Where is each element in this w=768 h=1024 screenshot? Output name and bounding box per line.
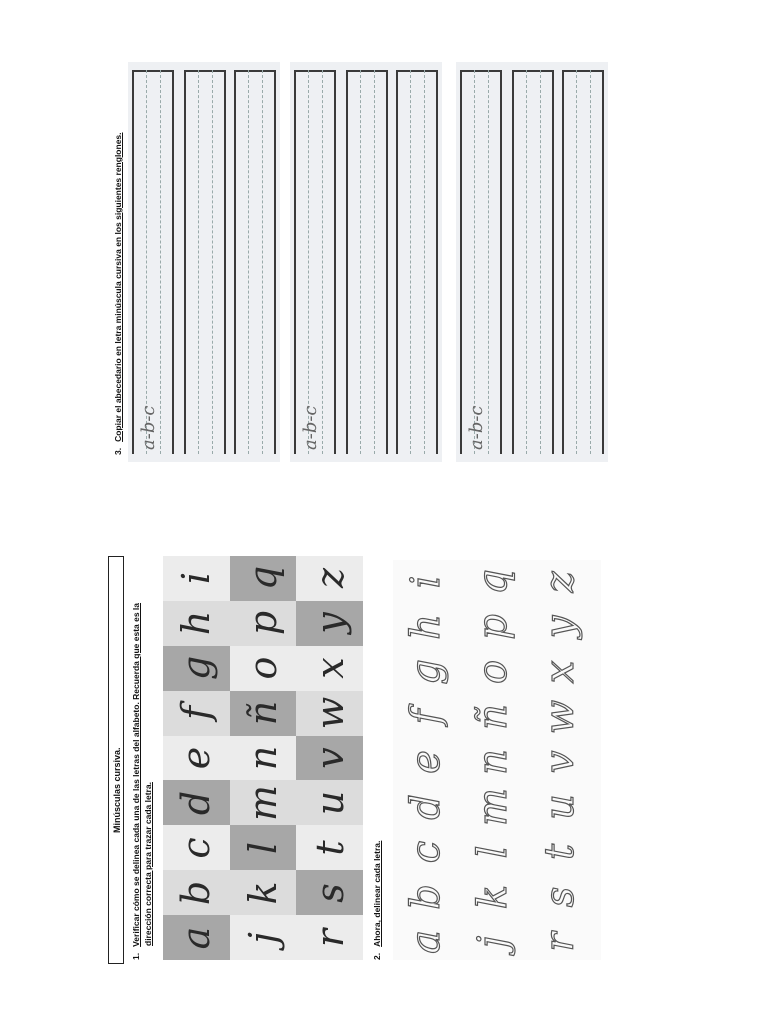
guide-letter-x <box>296 646 363 691</box>
letter-glyph: u <box>307 790 352 816</box>
trace-letter-ñ <box>460 695 527 740</box>
letter-glyph: j <box>469 935 516 948</box>
lined-panel-2 <box>290 62 442 462</box>
trace-letter-z <box>526 560 593 605</box>
trace-letter-j <box>460 919 527 964</box>
letter-glyph: t <box>536 843 583 860</box>
letter-glyph: f <box>403 709 450 725</box>
guide-letter-l <box>230 825 297 870</box>
letter-glyph: r <box>307 928 352 947</box>
guide-letter-f <box>163 691 230 736</box>
letter-glyph: f <box>174 706 219 721</box>
letter-glyph: v <box>307 747 352 769</box>
trace-letter-o <box>460 650 527 695</box>
guide-letter-s <box>296 870 363 915</box>
trace-letter-a <box>393 919 460 964</box>
trace-letter-b <box>393 874 460 919</box>
alphabet-guide-grid <box>163 556 363 960</box>
trace-letter-c <box>393 829 460 874</box>
instruction-1-text: Verificar cómo se delinea cada una de las letras del alfabeto. Recuerda que esta es la <box>131 602 141 947</box>
letter-glyph: w <box>536 699 583 735</box>
letter-glyph: k <box>240 881 285 905</box>
guide-letter-g <box>163 646 230 691</box>
title-box <box>108 556 124 964</box>
guide-letter-e <box>163 736 230 781</box>
letter-glyph: ñ <box>240 700 285 726</box>
writing-band[interactable] <box>346 70 388 454</box>
letter-glyph: s <box>536 886 583 907</box>
instruction-1-line-b: dirección correcta para trazar cada letra. <box>143 782 153 946</box>
trace-letter-i <box>393 560 460 605</box>
letter-glyph: m <box>469 787 516 826</box>
writing-band[interactable] <box>562 70 604 454</box>
guide-letter-n <box>230 736 297 781</box>
letter-glyph: h <box>403 614 450 641</box>
letter-glyph: z <box>307 568 352 589</box>
letter-glyph: m <box>240 784 285 821</box>
letter-glyph: j <box>240 931 285 944</box>
letter-glyph: a <box>174 926 219 949</box>
letter-glyph: l <box>240 841 285 854</box>
letter-glyph: q <box>469 569 516 596</box>
guide-letter-h <box>163 601 230 646</box>
letter-glyph: p <box>240 611 285 636</box>
guide-letter-d <box>163 780 230 825</box>
letter-glyph: n <box>240 745 285 771</box>
letter-glyph: p <box>469 614 516 641</box>
writing-band[interactable] <box>234 70 276 454</box>
instruction-1-line-a <box>131 603 141 960</box>
letter-glyph: g <box>403 659 450 686</box>
trace-letter-e <box>393 740 460 785</box>
letter-glyph: i <box>403 576 450 589</box>
trace-letter-u <box>526 784 593 829</box>
letter-glyph: c <box>403 840 450 863</box>
guide-letter-v <box>296 736 363 781</box>
trace-letter-w <box>526 695 593 740</box>
sample-text: a-b-c <box>300 405 321 450</box>
guide-letter-w <box>296 691 363 736</box>
guide-letter-p <box>230 601 297 646</box>
letter-glyph: n <box>469 749 516 775</box>
trace-letter-g <box>393 650 460 695</box>
letter-glyph: ñ <box>469 704 516 730</box>
writing-band[interactable] <box>184 70 226 454</box>
trace-letter-t <box>526 829 593 874</box>
guide-letter-t <box>296 825 363 870</box>
letter-glyph: d <box>403 794 450 820</box>
instruction-2-text: Ahora, delinear cada letra. <box>372 840 382 947</box>
guide-letter-k <box>230 870 297 915</box>
letter-glyph: y <box>536 616 583 639</box>
letter-glyph: q <box>240 566 285 591</box>
instruction-3-text: Copiar el abecedario en letra minúscula cursiva en los siguientes renglones. <box>113 132 123 442</box>
letter-glyph: t <box>307 840 352 856</box>
trace-letter-k <box>460 874 527 919</box>
lined-panel-1 <box>128 62 280 462</box>
letter-glyph: w <box>307 696 352 730</box>
trace-letter-m <box>460 784 527 829</box>
lined-panel-3 <box>456 62 608 462</box>
trace-letter-q <box>460 560 527 605</box>
trace-letter-v <box>526 740 593 785</box>
guide-letter-a <box>163 915 230 960</box>
letter-glyph: v <box>536 750 583 774</box>
trace-letter-h <box>393 605 460 650</box>
letter-glyph: a <box>403 929 450 954</box>
letter-glyph: b <box>403 883 450 910</box>
trace-letter-p <box>460 605 527 650</box>
guide-letter-z <box>296 556 363 601</box>
trace-letter-y <box>526 605 593 650</box>
writing-band[interactable] <box>460 70 502 454</box>
letter-glyph: s <box>307 882 352 903</box>
sample-text: a-b-c <box>466 405 487 450</box>
trace-letter-s <box>526 874 593 919</box>
writing-band[interactable] <box>512 70 554 454</box>
letter-glyph: e <box>403 750 450 774</box>
letter-glyph: o <box>469 660 516 685</box>
letter-glyph: b <box>174 880 219 905</box>
letter-glyph: o <box>240 656 285 680</box>
guide-letter-c <box>163 825 230 870</box>
letter-glyph: e <box>174 746 219 770</box>
letter-glyph: g <box>174 656 219 681</box>
trace-letter-f <box>393 695 460 740</box>
writing-band[interactable] <box>294 70 336 454</box>
guide-letter-i <box>163 556 230 601</box>
letter-glyph: c <box>174 837 219 859</box>
tracing-area <box>393 560 601 960</box>
guide-letter-q <box>230 556 297 601</box>
letter-glyph: r <box>536 931 583 952</box>
trace-letter-n <box>460 740 527 785</box>
trace-letter-r <box>526 919 593 964</box>
letter-glyph: d <box>174 790 219 816</box>
guide-letter-m <box>230 780 297 825</box>
instruction-1-number: 1. <box>131 952 141 960</box>
instruction-3-number: 3. <box>113 447 123 455</box>
letter-glyph: z <box>536 571 583 593</box>
guide-letter-j <box>230 915 297 960</box>
letter-glyph: l <box>469 845 516 859</box>
sample-text: a-b-c <box>138 405 159 450</box>
instruction-2 <box>372 841 382 960</box>
guide-letter-y <box>296 601 363 646</box>
guide-letter-u <box>296 780 363 825</box>
worksheet-title: Minúsculas cursiva. <box>112 747 122 833</box>
writing-band[interactable] <box>132 70 174 454</box>
instruction-3 <box>113 132 123 455</box>
writing-band[interactable] <box>396 70 438 454</box>
trace-letter-x <box>526 650 593 695</box>
letter-glyph: x <box>307 657 352 679</box>
guide-letter-ñ <box>230 691 297 736</box>
letter-glyph: k <box>469 884 516 909</box>
trace-letter-d <box>393 784 460 829</box>
guide-letter-b <box>163 870 230 915</box>
trace-letter-l <box>460 829 527 874</box>
letter-glyph: h <box>174 611 219 636</box>
instruction-2-number: 2. <box>372 952 382 960</box>
guide-letter-r <box>296 915 363 960</box>
letter-glyph: y <box>307 612 352 635</box>
letter-glyph: x <box>536 660 583 684</box>
letter-glyph: u <box>536 793 583 820</box>
letter-glyph: i <box>174 572 219 585</box>
guide-letter-o <box>230 646 297 691</box>
